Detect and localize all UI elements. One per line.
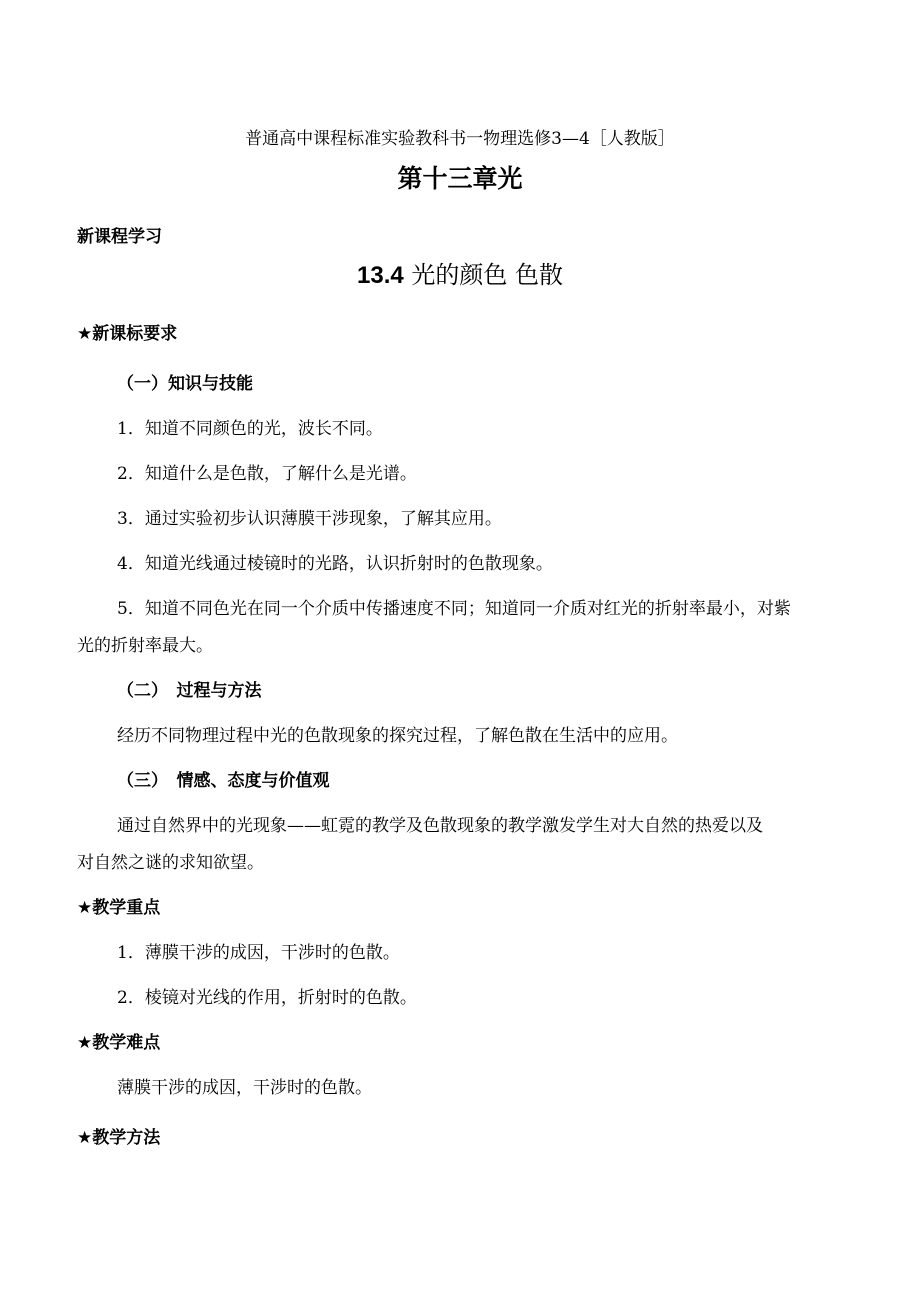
knowledge-item-5-continued: 光的折射率最大。 [77,636,213,656]
knowledge-heading: （一）知识与技能 [117,374,253,394]
difficult-points-text: 薄膜干涉的成因，干涉时的色散。 [117,1078,372,1098]
emotion-text-line-2: 对自然之谜的求知欲望。 [77,853,264,873]
knowledge-item-1: 1．知道不同颜色的光，波长不同。 [117,419,383,439]
key-point-item-1: 1．薄膜干涉的成因，干涉时的色散。 [117,943,400,963]
knowledge-item-3: 3．通过实验初步认识薄膜干涉现象，了解其应用。 [117,509,502,529]
methods-heading: ★教学方法 [77,1128,161,1148]
process-heading: （二） 过程与方法 [117,681,262,701]
process-text: 经历不同物理过程中光的色散现象的探究过程，了解色散在生活中的应用。 [117,726,678,746]
chapter-title: 第十三章光 [397,164,523,193]
requirements-heading: ★新课标要求 [77,324,178,344]
emotion-heading: （三） 情感、态度与价值观 [117,771,330,791]
section-number: 13.4 [357,262,404,289]
course-label: 新课程学习 [77,227,162,247]
key-points-heading: ★教学重点 [77,898,161,918]
section-name: 光的颜色 色散 [411,261,563,289]
knowledge-item-2: 2．知道什么是色散，了解什么是光谱。 [117,464,417,484]
difficult-points-heading: ★教学难点 [77,1033,161,1053]
key-point-item-2: 2．棱镜对光线的作用，折射时的色散。 [117,988,417,1008]
knowledge-item-5: 5．知道不同色光在同一个介质中传播速度不同；知道同一介质对红光的折射率最小，对紫 [117,599,791,619]
section-title [0,263,920,288]
textbook-subtitle: 普通高中课程标准实验教科书一物理选修3—4［人教版］ [245,129,675,149]
knowledge-item-4: 4．知道光线通过棱镜时的光路，认识折射时的色散现象。 [117,554,553,574]
emotion-text-line-1: 通过自然界中的光现象——虹霓的教学及色散现象的教学激发学生对大自然的热爱以及 [117,816,763,836]
